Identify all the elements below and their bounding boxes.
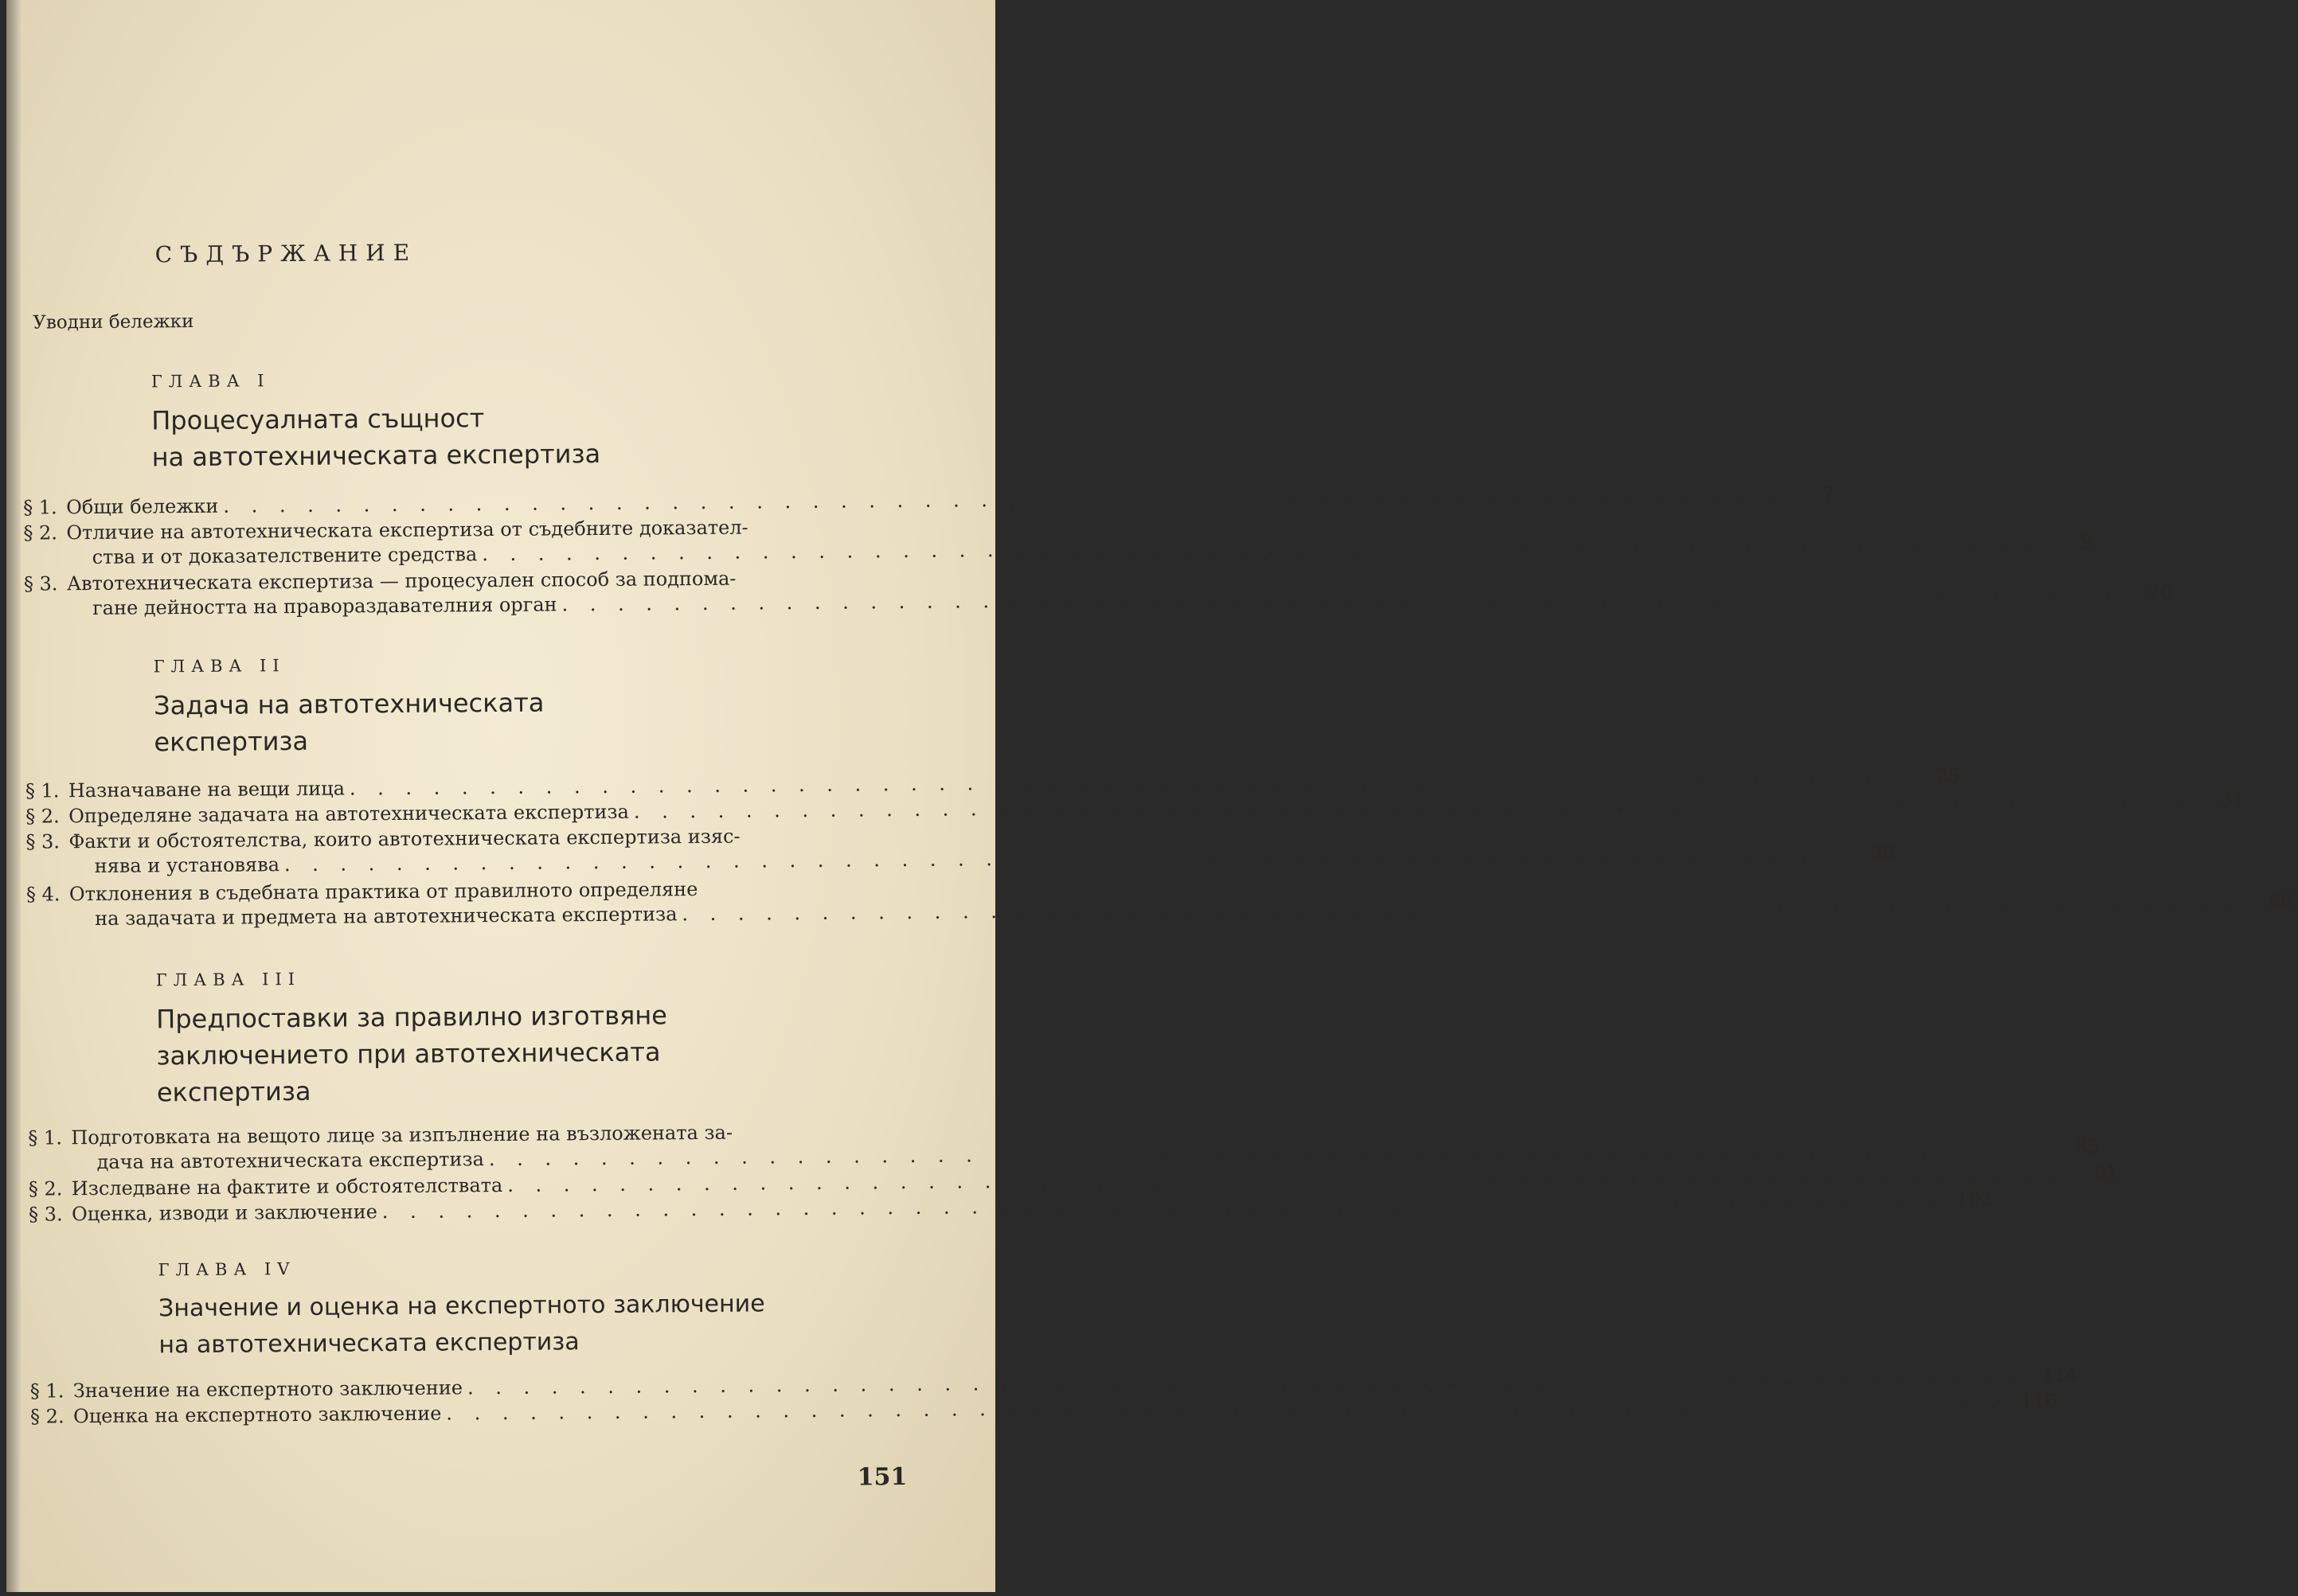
toc-entry [25, 823, 1895, 880]
section-title: Значение на експертното заключение [72, 1376, 463, 1403]
page-number: 38 [1870, 841, 1895, 864]
section-title-continued: дача на автотехническата експертиза [96, 1148, 484, 1173]
chapter-1 [151, 366, 909, 475]
section-number: § 2. [23, 521, 58, 544]
section-title-continued: гане дейността на правораздавателния орган [92, 593, 557, 619]
page-number: 85 [2074, 1135, 2100, 1158]
section-title-continued: ства и от доказателствените средства [92, 543, 478, 568]
page-number: 31 [2219, 787, 2245, 811]
chapter-title: Задача на автотехническата експертиза [153, 687, 545, 758]
page-number: 20 [2148, 580, 2173, 603]
page-folio: 151 [857, 1462, 908, 1492]
intro-entry: Уводни бележки [33, 310, 194, 334]
section-number: § 2. [28, 1177, 63, 1200]
section-number: § 3. [23, 572, 58, 595]
page-number: 7 [1821, 482, 1835, 505]
chapter-label: ГЛАВА IV [158, 1259, 296, 1280]
section-title: Оценка, изводи и заключение [71, 1200, 377, 1226]
chapter-title: Процесуалната същност на автотехническата експертиза [151, 403, 601, 473]
section-title: Автотехническата експертиза — процесуален способ за подпома- [66, 567, 737, 595]
chapter-title: Предпоставки за правилно изготвяне заключението при автотехническата експертиза [156, 1000, 667, 1108]
chapter-label: ГЛАВА I [150, 371, 271, 392]
chapter-label: ГЛАВА III [155, 969, 302, 990]
section-title: Факти и обстоятелства, които автотехническата експертиза изяс- [68, 825, 741, 853]
leader-dots [682, 890, 2240, 927]
toc-entry [28, 1119, 2100, 1176]
section-number: § 1. [25, 779, 60, 802]
page-content [14, 0, 2293, 1596]
toc-entry [23, 565, 2173, 622]
page-number: 91 [2093, 1161, 2119, 1184]
section-title: Подготовката на вещото лице за изпълнение на възложената за- [71, 1121, 733, 1149]
section-title: Определяне задачата на автотехническата експертиза [68, 800, 629, 828]
leader-dots [223, 482, 1781, 518]
chapter-3 [156, 965, 913, 1110]
section-title: Назначаване на вещи лица [68, 777, 346, 802]
page-number: 102 [1956, 1188, 1993, 1211]
chapter-label: ГЛАВА II [153, 656, 286, 677]
section-number: § 1. [29, 1379, 64, 1403]
section-title-continued: на задачата и предмета на автотехническата експертиза [95, 903, 678, 930]
toc-entry [25, 876, 2293, 932]
section-title: Общи бележки [66, 494, 219, 519]
toc-entry [23, 514, 2093, 571]
section-title: Отличие на автотехническата експертиза от съдебните доказател- [66, 516, 748, 544]
book-page [6, 0, 2293, 1592]
section-number: § 1. [28, 1126, 62, 1149]
section-number: § 3. [25, 830, 61, 853]
chapter-2 [154, 651, 911, 760]
section-number: § 2. [29, 1405, 64, 1428]
page-number: 114 [2041, 1364, 2078, 1387]
section-title: Отклонения в съдебната практика от правилното определяне [68, 878, 698, 906]
page-number: 66 [2268, 890, 2293, 913]
page-number: 116 [2020, 1389, 2058, 1413]
section-title-continued: нява и установява [94, 853, 280, 877]
page-number: 25 [1936, 764, 1960, 787]
section-number: § 2. [25, 805, 60, 828]
chapter-4 [158, 1255, 916, 1364]
section-title: Оценка на експертното заключение [72, 1402, 442, 1428]
section-number: § 3. [29, 1203, 63, 1226]
page-title: СЪДЪРЖАНИЕ [154, 239, 418, 268]
section-number: § 1. [23, 496, 57, 519]
section-title: Изследване на фактите и обстоятелствата [71, 1173, 503, 1200]
section-number: § 4. [25, 883, 61, 906]
page-number: 9 [2080, 530, 2093, 553]
chapter-title: Значение и оценка на експертното заключение на автотехническата експертиза [158, 1290, 765, 1360]
